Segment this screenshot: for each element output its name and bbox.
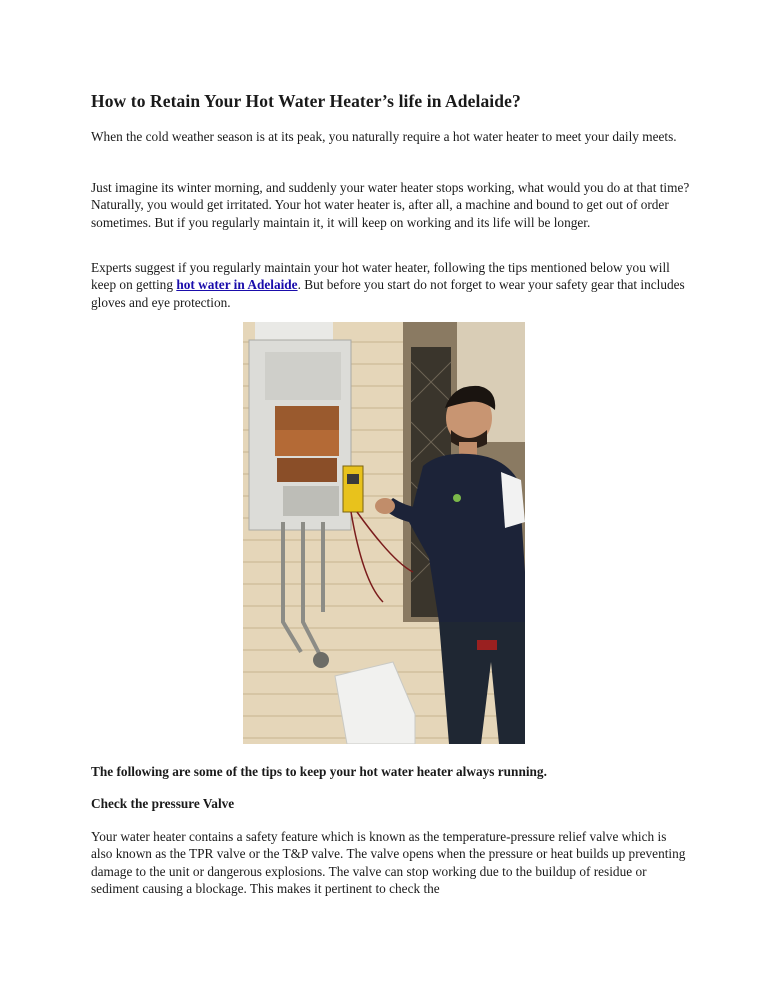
page-title: How to Retain Your Hot Water Heater’s life in Adelaide? xyxy=(91,91,521,111)
experts-text-before: Experts suggest if you regularly maintain your hot water heater, following the tips mentioned below you will keep on getting xyxy=(91,260,670,293)
hot-water-adelaide-link[interactable]: hot water in Adelaide xyxy=(176,277,298,293)
experts-text-after: . But before you start do not forget to wear your safety gear that includes gloves and eye protection. xyxy=(91,277,685,310)
winter-paragraph: Just imagine its winter morning, and suddenly your water heater stops working, what would you do at that time? Naturally, you would get irritated. Your hot water heater is, after all, a machine and bound to get out of order sometimes. But if you regularly maintain it, it will keep on working and its life will be longer. xyxy=(91,180,690,230)
intro-paragraph: When the cold weather season is at its peak, you naturally require a hot water heater to meet your daily meets. xyxy=(91,129,677,144)
pressure-valve-paragraph: Your water heater contains a safety feature which is known as the temperature-pressure relief valve which is also known as the TPR valve or the T&P valve. The valve opens when the pressure or heat builds up preventing damage to the unit or dangerous explosions. The valve can stop working due to the buildup of residue or sediment causing a blockage. This makes it pertinent to check the xyxy=(91,829,686,896)
tips-heading: The following are some of the tips to keep your hot water heater always running. xyxy=(91,764,547,779)
section-heading-pressure-valve: Check the pressure Valve xyxy=(91,796,235,811)
technician-photo xyxy=(243,322,525,744)
experts-paragraph xyxy=(91,259,691,311)
